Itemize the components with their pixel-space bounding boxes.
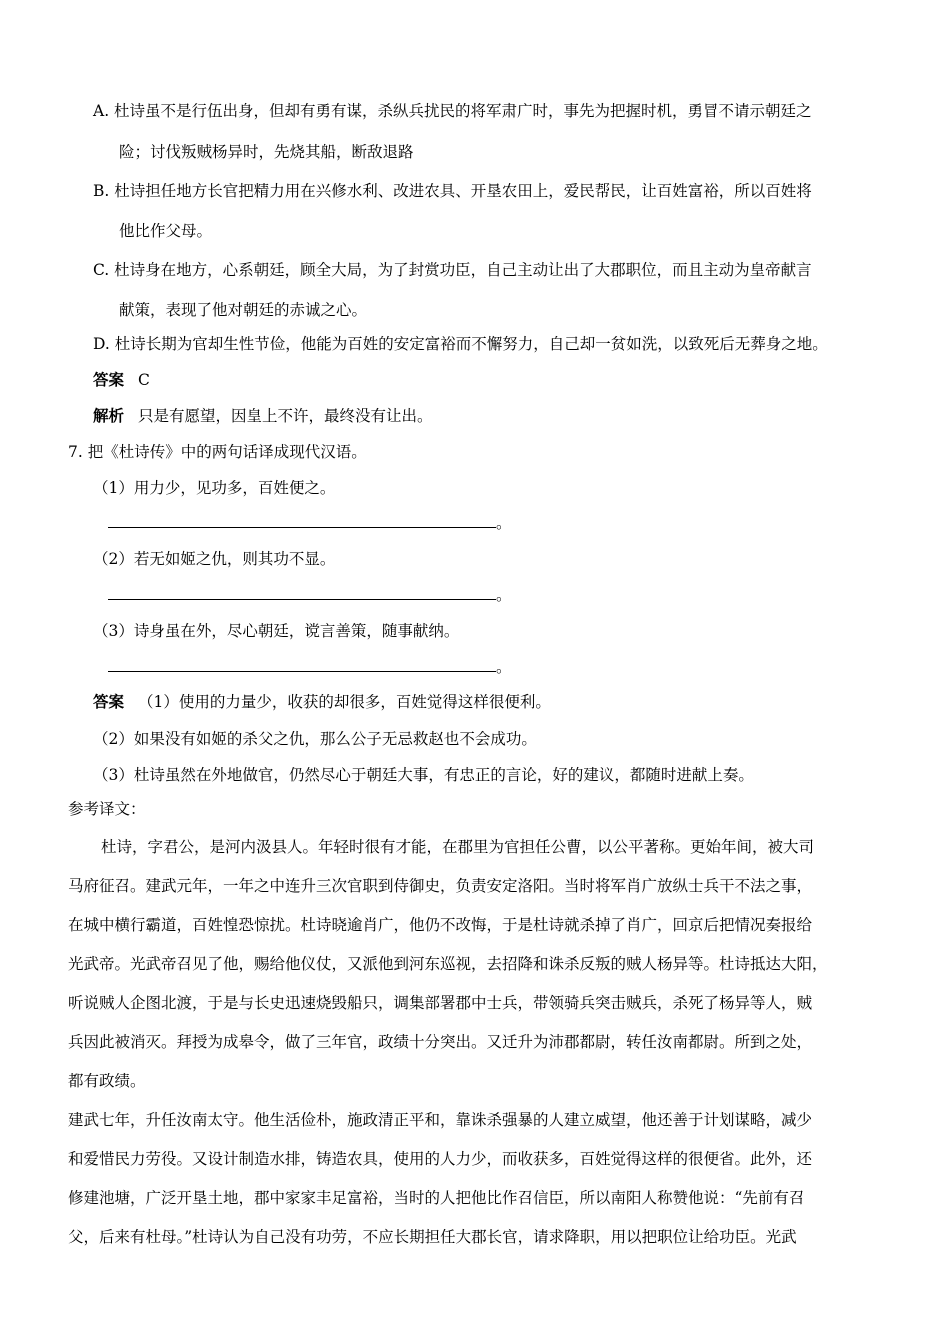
translation-p2-line1: 建武七年，升任汝南太守。他生活俭朴，施政清正平和，靠诛杀强暴的人建立威望，他还善于计划谋略，减少 [68, 1111, 813, 1129]
translation-p1-line5: 听说贼人企图北渡，于是与长史迅速烧毁船只，调集部署郡中士兵，带领骑兵突击贼兵，杀死了杨异等人，贼 [68, 994, 813, 1012]
answer-blank-line[interactable] [108, 585, 496, 600]
answer-value: C [138, 371, 150, 389]
blank-end-mark: 。 [496, 514, 512, 532]
blank-end-mark: 。 [496, 586, 512, 604]
q7-item-1: （1）用力少，见功多，百姓便之。 [93, 479, 336, 497]
answer-6 [93, 369, 150, 391]
answer-7-line3: （3）杜诗虽然在外地做官，仍然尽心于朝廷大事，有忠正的言论，好的建议，都随时进献上奏。 [93, 766, 754, 784]
option-c-line2: 献策，表现了他对朝廷的赤诚之心。 [119, 301, 368, 319]
answer-7-line2: （2）如果没有如姬的杀父之仇，那么公子无忌救赵也不会成功。 [93, 730, 537, 748]
option-a-line1: A. 杜诗虽不是行伍出身，但却有勇有谋，杀纵兵扰民的将军肃广时，事先为把握时机，勇冒不请示朝廷之 [93, 102, 812, 120]
translation-p1-line2: 马府征召。建武元年，一年之中连升三次官职到侍御史，负责安定洛阳。当时将军肖广放纵士兵干不法之事， [68, 877, 813, 895]
answer-7-text-1: （1）使用的力量少，收获的却很多，百姓觉得这样很便利。 [138, 693, 551, 711]
question-7-title: 7. 把《杜诗传》中的两句话译成现代汉语。 [68, 443, 367, 461]
analysis-value: 只是有愿望，因皇上不许，最终没有让出。 [138, 407, 433, 425]
answer-label: 答案 [93, 370, 125, 389]
answer-blank-line[interactable] [108, 657, 496, 672]
q7-blank-3[interactable] [108, 656, 512, 678]
q7-item-3: （3）诗身虽在外，尽心朝廷，谠言善策，随事献纳。 [93, 622, 460, 640]
analysis-label: 解析 [93, 406, 125, 425]
translation-p1-line4: 光武帝。光武帝召见了他，赐给他仪仗，又派他到河东巡视，去招降和诛杀反叛的贼人杨异等。杜诗抵达大阳， [68, 955, 828, 973]
q7-blank-1[interactable] [108, 512, 512, 534]
answer-label: 答案 [93, 692, 125, 711]
option-d-line1: D. 杜诗长期为官却生性节俭，他能为百姓的安定富裕而不懈努力，自己却一贫如洗，以致死后无葬身之地。 [93, 335, 828, 353]
translation-p1-line7: 都有政绩。 [68, 1072, 146, 1090]
q7-blank-2[interactable] [108, 584, 512, 606]
translation-p2-line4: 父，后来有杜母。”杜诗认为自己没有功劳，不应长期担任大郡长官，请求降职，用以把职位让给功臣。光武 [68, 1228, 797, 1246]
answer-blank-line[interactable] [108, 513, 496, 528]
translation-p1-line3: 在城中横行霸道，百姓惶恐惊扰。杜诗晓逾肖广，他仍不改悔，于是杜诗就杀掉了肖广，回京后把情况奏报给 [68, 916, 813, 934]
option-b-line2: 他比作父母。 [119, 222, 213, 240]
q7-item-2: （2）若无如姬之仇，则其功不显。 [93, 550, 336, 568]
translation-p1-line6: 兵因此被消灭。拜授为成皋令，做了三年官，政绩十分突出。又迁升为沛郡都尉，转任汝南都尉。所到之处， [68, 1033, 813, 1051]
translation-heading: 参考译文： [68, 800, 146, 818]
translation-p1-line1: 杜诗，字君公，是河内汲县人。年轻时很有才能，在郡里为官担任公曹，以公平著称。更始年间，被大司 [101, 838, 815, 856]
option-c-line1: C. 杜诗身在地方，心系朝廷，顾全大局，为了封赏功臣，自己主动让出了大郡职位，而且主动为皇帝献言 [93, 261, 812, 279]
analysis-6 [93, 405, 433, 427]
translation-p2-line2: 和爱惜民力劳役。又设计制造水排，铸造农具，使用的人力少，而收获多，百姓觉得这样的很便省。此外，还 [68, 1150, 813, 1168]
blank-end-mark: 。 [496, 658, 512, 676]
option-b-line1: B. 杜诗担任地方长官把精力用在兴修水利、改进农具、开垦农田上，爱民帮民，让百姓富裕，所以百姓将 [93, 182, 812, 200]
translation-p2-line3: 修建池塘，广泛开垦土地，郡中家家丰足富裕，当时的人把他比作召信臣，所以南阳人称赞他说：“先前有召 [68, 1189, 805, 1207]
answer-7-line1 [93, 691, 551, 713]
option-a-line2: 险；讨伐叛贼杨异时，先烧其船，断敌退路 [119, 143, 414, 161]
